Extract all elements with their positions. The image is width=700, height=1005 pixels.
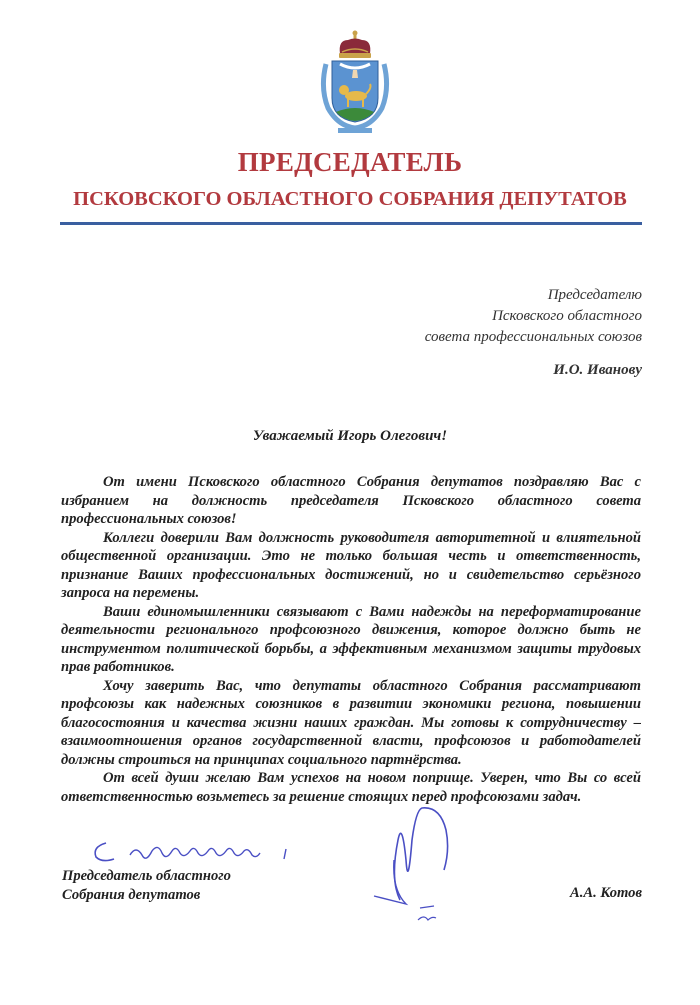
crown-icon xyxy=(339,31,371,59)
signature-mark xyxy=(360,800,470,930)
addressee-line: Псковского областного xyxy=(492,308,642,324)
paragraph: Ваши единомышленники связывают с Вами надежды на переформатирование деятельности регионального профсоюзного движения, которое должно быть не инструментом политической борьбы, а эффективным механизмом защиты трудовых прав работников. xyxy=(61,603,641,675)
letterhead-subtitle: ПСКОВСКОГО ОБЛАСТНОГО СОБРАНИЯ ДЕПУТАТОВ xyxy=(73,188,627,210)
letter-body xyxy=(61,473,641,806)
letterhead-divider xyxy=(60,222,642,225)
paragraph: От имени Псковского областного Собрания депутатов поздравляю Вас с избранием на должность председателя Псковского областного совета профессиональных союзов! xyxy=(61,474,641,527)
paragraph: Коллеги доверили Вам должность руководителя авторитетной и влиятельной общественной организации. Это не только большая честь и ответственность, признание Ваших профессиональных достижений, но и свидетельство серьёзного запроса на перемены. xyxy=(61,529,641,601)
signatory-position xyxy=(62,867,231,905)
paragraph: От всей души желаю Вам успехов на новом поприще. Уверен, что Вы со всей ответственностью возьметесь за решение стоящих перед профсоюзами задач. xyxy=(61,770,641,805)
signatory-name: А.А. Котов xyxy=(569,885,642,901)
paragraph: Хочу заверить Вас, что депутаты областного Собрания рассматривают профсоюзы как надежных союзников в развитии экономики региона, повышении благосостояния и качества жизни наших граждан. Мы готовы к сотрудничеству – взаимоотношения органов государственной власти, профсоюзов и работодателей должны строиться на принципах социального партнёрства. xyxy=(61,677,641,768)
letterhead-title: ПРЕДСЕДАТЕЛЬ xyxy=(237,147,463,177)
coat-of-arms-emblem xyxy=(318,28,392,136)
addressee-line: Председателю xyxy=(547,287,642,303)
addressee-line: совета профессиональных союзов xyxy=(424,329,642,345)
signatory-position-line: Председатель областного xyxy=(62,868,231,884)
salutation: Уважаемый Игорь Олегович! xyxy=(252,428,448,444)
addressee-name: И.О. Иванову xyxy=(553,362,642,378)
signatory-position-line: Собрания депутатов xyxy=(62,887,201,903)
addressee-block xyxy=(425,285,642,381)
